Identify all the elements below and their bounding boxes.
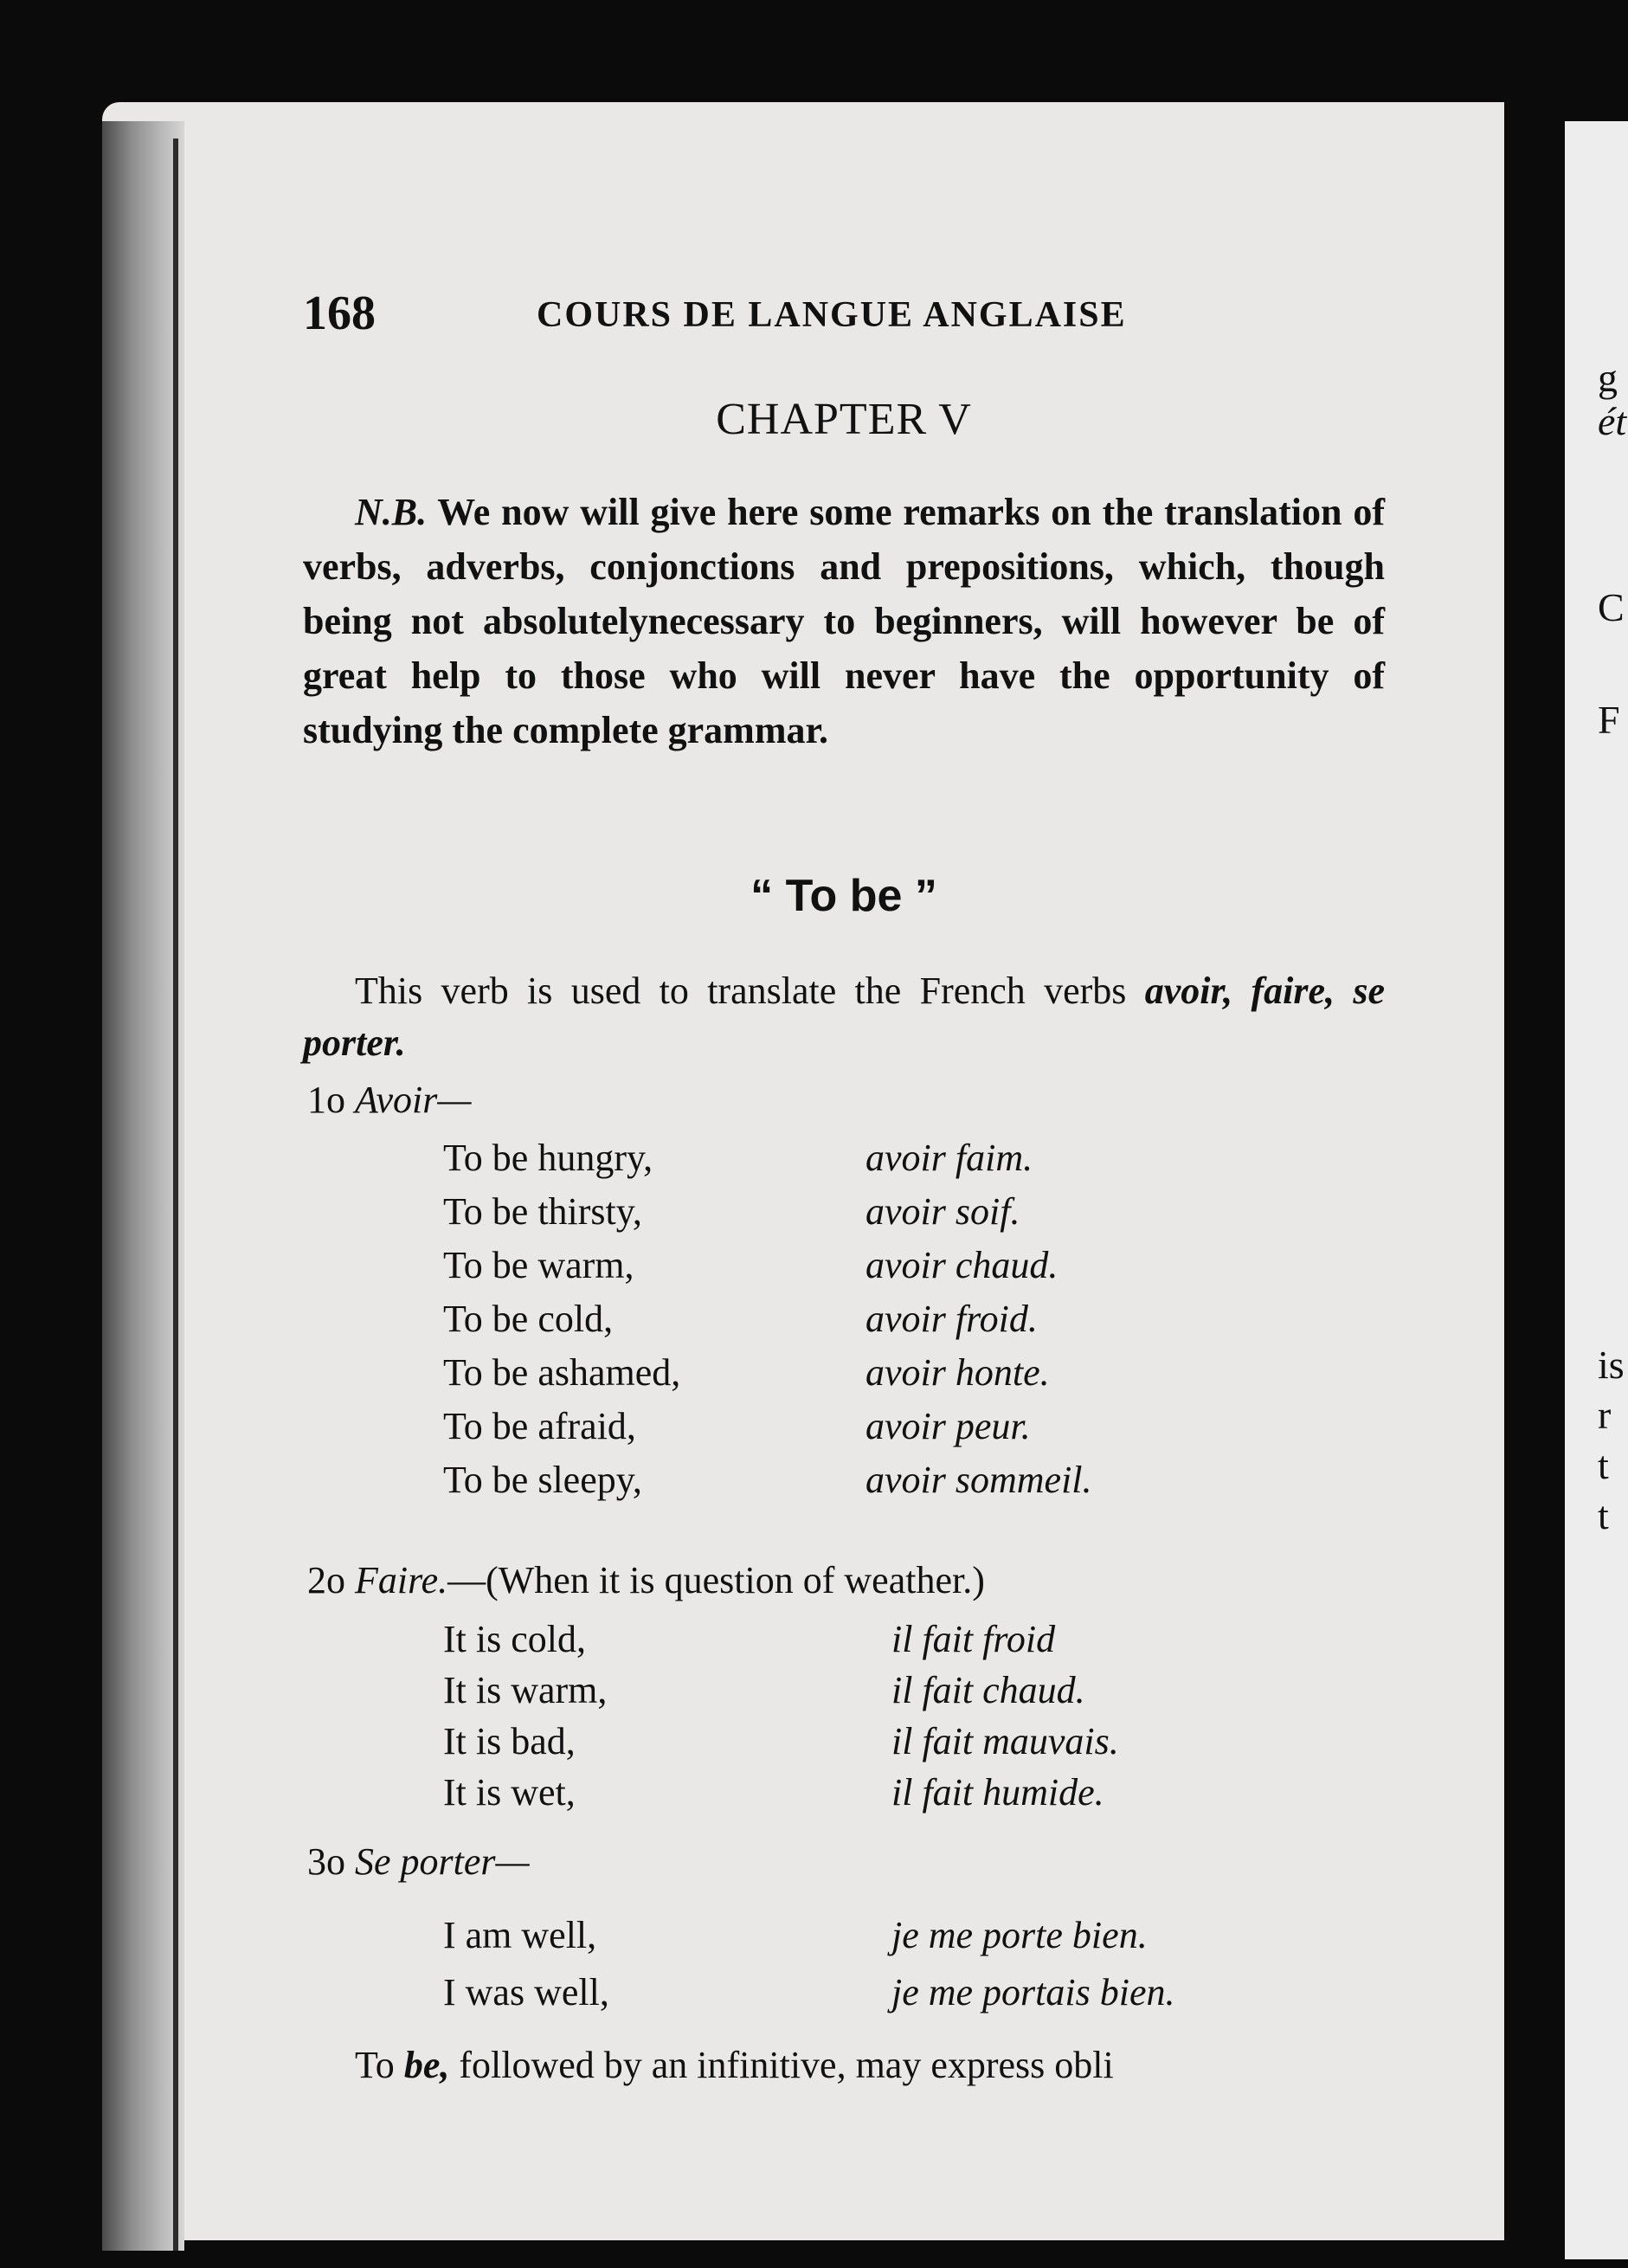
english-phrase: To be ashamed, xyxy=(443,1351,681,1394)
section-label: Se porter— xyxy=(355,1840,530,1883)
english-phrase: I am well, xyxy=(443,1914,597,1956)
facing-fragment: t xyxy=(1598,1493,1609,1537)
note-label: N.B. xyxy=(355,491,428,533)
french-phrase: je me porte bien. xyxy=(891,1914,1148,1956)
facing-fragment: is xyxy=(1598,1343,1625,1387)
page-header xyxy=(303,286,1168,346)
section-note: —(When it is question of weather.) xyxy=(447,1559,985,1601)
english-phrase: To be sleepy, xyxy=(443,1459,642,1501)
book-spine xyxy=(173,139,178,2251)
french-phrase: avoir soif. xyxy=(865,1190,1020,1233)
french-phrase: avoir froid. xyxy=(865,1298,1038,1340)
french-phrase: il fait humide. xyxy=(891,1771,1104,1814)
english-phrase: To be hungry, xyxy=(443,1137,653,1179)
facing-fragment: F xyxy=(1598,698,1620,742)
intro-verbs: avoir, faire, se porter. xyxy=(303,970,1385,1064)
english-phrase: It is warm, xyxy=(443,1669,608,1711)
french-phrase: je me portais bien. xyxy=(891,1971,1175,2013)
facing-fragment: ét xyxy=(1598,399,1627,443)
english-phrase: It is bad, xyxy=(443,1720,576,1762)
facing-fragment: t xyxy=(1598,1443,1609,1487)
section-number: 2o xyxy=(307,1559,345,1601)
note-text: We now will give here some remarks on the translation of verbs, adverbs, conjonctions and prepositions, which, though being not absolutelynecessary to beginners, will however be of great help to those who will never have the opportunity of studying the complete grammar. xyxy=(303,491,1385,751)
section-heading xyxy=(307,1840,530,1884)
page-gutter xyxy=(102,121,184,2251)
note-paragraph xyxy=(303,485,1385,757)
section-number: 1o xyxy=(307,1079,345,1121)
closing-be: be, xyxy=(403,2044,450,2086)
page-number: 168 xyxy=(303,287,376,340)
closing-line xyxy=(303,2043,1393,2087)
english-phrase: To be cold, xyxy=(443,1298,614,1340)
facing-fragment: C xyxy=(1598,585,1625,629)
french-phrase: il fait mauvais. xyxy=(891,1720,1119,1762)
english-phrase: To be afraid, xyxy=(443,1405,636,1447)
section-label: Faire. xyxy=(355,1559,448,1601)
closing-rest: followed by an infinitive, may express obli xyxy=(459,2044,1114,2086)
section-heading xyxy=(307,1078,471,1122)
section-label: Avoir— xyxy=(355,1079,472,1121)
french-phrase: il fait froid xyxy=(891,1618,1056,1660)
english-phrase: To be thirsty, xyxy=(443,1190,642,1233)
english-phrase: It is cold, xyxy=(443,1618,586,1660)
french-phrase: avoir honte. xyxy=(865,1351,1050,1394)
scan-border-top xyxy=(0,0,1628,102)
french-phrase: il fait chaud. xyxy=(891,1669,1085,1711)
english-phrase: To be warm, xyxy=(443,1244,634,1286)
french-phrase: avoir sommeil. xyxy=(865,1459,1092,1501)
section-title: “ To be ” xyxy=(750,871,937,921)
french-phrase: avoir faim. xyxy=(865,1137,1033,1179)
intro-paragraph xyxy=(303,965,1385,1069)
section-heading xyxy=(307,1558,985,1602)
french-phrase: avoir chaud. xyxy=(865,1244,1059,1286)
english-phrase: I was well, xyxy=(443,1971,609,2013)
facing-fragment: g xyxy=(1598,356,1618,400)
french-phrase: avoir peur. xyxy=(865,1405,1031,1447)
running-head: COURS DE LANGUE ANGLAISE xyxy=(537,295,1127,335)
facing-fragment: r xyxy=(1598,1393,1612,1437)
english-phrase: It is wet, xyxy=(443,1771,576,1814)
closing-to: To xyxy=(355,2044,395,2086)
facing-page xyxy=(1565,121,1628,2259)
section-number: 3o xyxy=(307,1840,345,1883)
chapter-title: CHAPTER V xyxy=(716,395,972,444)
intro-text: This verb is used to translate the French verbs xyxy=(355,970,1127,1012)
